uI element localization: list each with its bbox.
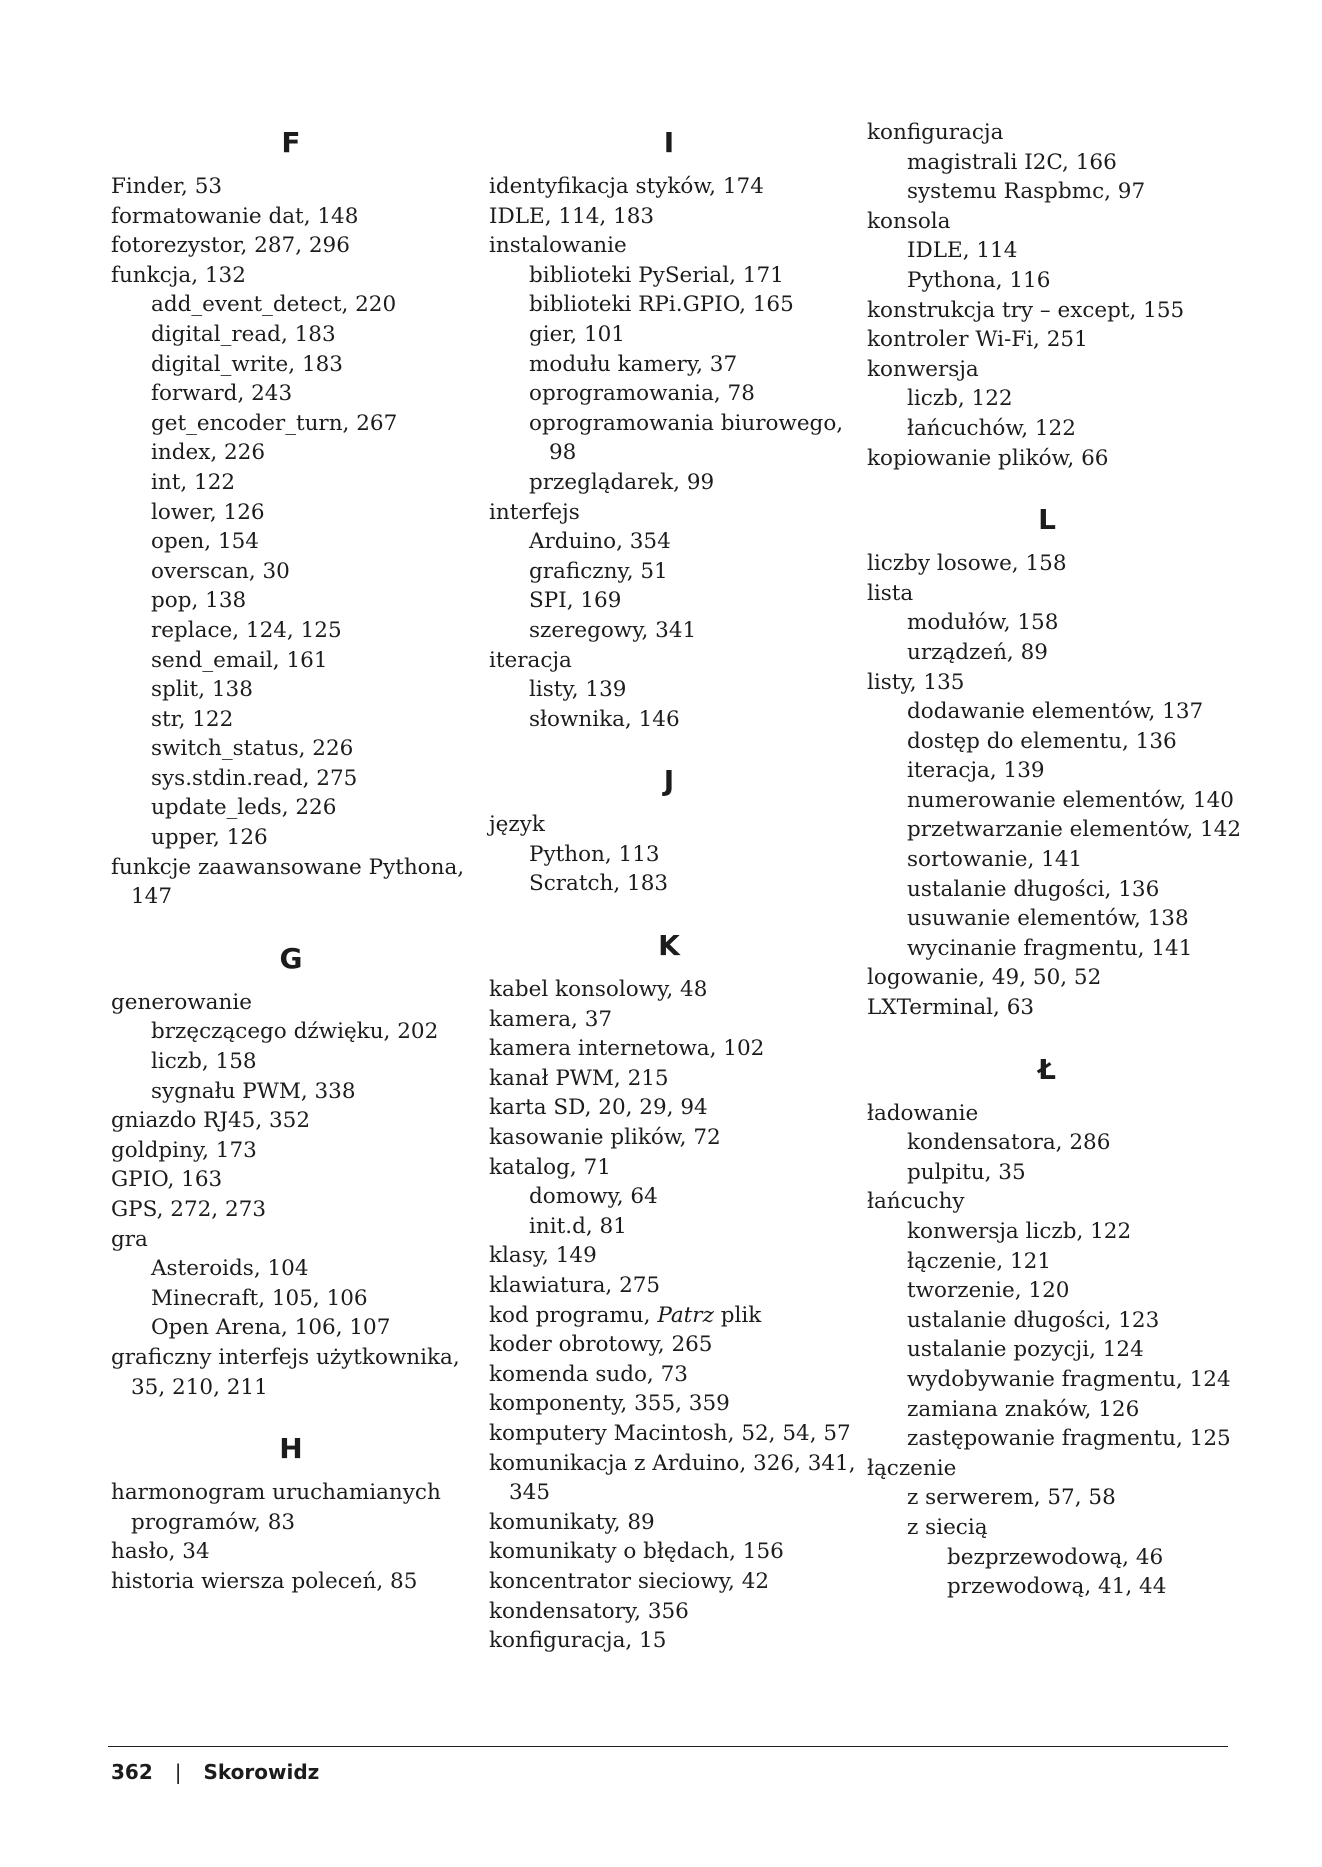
section-letter: K <box>658 929 680 963</box>
index-entry: karta SD, 20, 29, 94 <box>489 1095 708 1121</box>
index-subentry: upper, 126 <box>151 825 268 851</box>
index-entry: łączenie <box>867 1455 957 1481</box>
index-entry: konfiguracja <box>867 120 1004 145</box>
index-subentry: łańcuchów, 122 <box>907 415 1076 441</box>
index-entry: ładowanie <box>867 1100 979 1126</box>
index-entry: LXTerminal, 63 <box>867 995 1035 1021</box>
index-entry: kamera, 37 <box>489 1006 613 1032</box>
index-entry-continuation: 98 <box>549 440 577 466</box>
index-subentry: domowy, 64 <box>529 1184 658 1210</box>
index-subentry: słownika, 146 <box>529 706 680 732</box>
index-entry-continuation: 35, 210, 211 <box>131 1374 268 1400</box>
index-subentry: przeglądarek, 99 <box>529 469 715 495</box>
index-subentry: lower, 126 <box>151 499 265 525</box>
index-subentry: modułów, 158 <box>907 610 1059 636</box>
index-entry: komponenty, 355, 359 <box>489 1391 730 1417</box>
index-subentry: str, 122 <box>151 706 234 732</box>
index-subentry: z serwerem, 57, 58 <box>907 1485 1116 1511</box>
section-letter: F <box>281 126 301 159</box>
index-subentry: Open Arena, 106, 107 <box>151 1315 391 1341</box>
index-subentry: tworzenie, 120 <box>907 1278 1070 1304</box>
index-entry: kondensatory, 356 <box>489 1598 689 1624</box>
index-subentry: Scratch, 183 <box>529 871 669 897</box>
index-subentry: add_event_detect, 220 <box>151 292 397 318</box>
index-entry: hasło, 34 <box>111 1539 210 1565</box>
index-entry: harmonogram uruchamianych <box>111 1480 441 1506</box>
section-letter: L <box>1038 503 1056 537</box>
index-subentry: zamiana znaków, 126 <box>907 1396 1140 1422</box>
index-subentry: overscan, 30 <box>151 558 290 584</box>
section-letter: Ł <box>1038 1052 1056 1086</box>
index-subentry: Arduino, 354 <box>529 529 671 555</box>
index-subentry: dodawanie elementów, 137 <box>907 699 1204 725</box>
index-entry: liczby losowe, 158 <box>867 551 1067 577</box>
index-column-1 <box>111 118 471 1597</box>
index-subentry: IDLE, 114 <box>907 238 1018 264</box>
index-subentry: przewodową, 41, 44 <box>947 1574 1167 1600</box>
index-entry: listy, 135 <box>867 669 965 695</box>
index-entry: konstrukcja try – except, 155 <box>867 297 1185 323</box>
index-subentry: pop, 138 <box>151 588 247 614</box>
index-subentry: liczb, 158 <box>151 1049 257 1075</box>
index-entry: GPIO, 163 <box>111 1167 223 1193</box>
index-subentry: digital_write, 183 <box>151 351 343 377</box>
index-subentry: bezprzewodową, 46 <box>947 1544 1164 1570</box>
index-subentry: wycinanie fragmentu, 141 <box>907 935 1193 961</box>
footer-rule <box>108 1746 1228 1747</box>
index-subentry: liczb, 122 <box>907 386 1013 412</box>
index-subentry: przetwarzanie elementów, 142 <box>907 817 1242 843</box>
index-subentry: oprogramowania biurowego, <box>529 410 844 436</box>
index-entry: iteracja <box>489 647 572 673</box>
index-entry: logowanie, 49, 50, 52 <box>867 965 1102 991</box>
index-subentry: zastępowanie fragmentu, 125 <box>907 1426 1231 1452</box>
index-subentry: update_leds, 226 <box>151 795 337 821</box>
index-entry: generowanie <box>111 989 252 1015</box>
index-entry: komunikaty, 89 <box>489 1509 655 1535</box>
index-subentry: wydobywanie fragmentu, 124 <box>907 1366 1231 1392</box>
index-subentry: urządzeń, 89 <box>907 639 1048 665</box>
index-entry: interfejs <box>489 499 580 525</box>
index-subentry: łączenie, 121 <box>907 1248 1052 1274</box>
index-entry: goldpiny, 173 <box>111 1137 257 1163</box>
index-subentry: init.d, 81 <box>529 1213 627 1239</box>
section-letter: I <box>663 126 675 159</box>
index-entry: kamera internetowa, 102 <box>489 1036 765 1062</box>
index-subentry: ustalanie pozycji, 124 <box>907 1337 1144 1363</box>
index-entry: koncentrator sieciowy, 42 <box>489 1568 770 1594</box>
index-subentry: forward, 243 <box>151 381 293 407</box>
index-entry: funkcje zaawansowane Pythona, <box>111 854 465 880</box>
index-entry: kopiowanie plików, 66 <box>867 445 1109 471</box>
section-letter: J <box>663 764 675 798</box>
entry-text: kod programu, <box>489 1302 651 1328</box>
page-footer <box>111 1760 319 1784</box>
index-entry: kabel konsolowy, 48 <box>489 977 708 1003</box>
index-subentry: gier, 101 <box>529 321 625 347</box>
index-entry: lista <box>867 580 914 606</box>
index-subentry: ustalanie długości, 136 <box>907 876 1160 902</box>
index-column-2 <box>489 118 856 1656</box>
index-entry: kontroler Wi-Fi, 251 <box>867 327 1088 353</box>
section-letter: H <box>279 1432 303 1466</box>
index-entry: klasy, 149 <box>489 1243 597 1269</box>
index-subentry: digital_read, 183 <box>151 321 336 347</box>
index-subentry: SPI, 169 <box>529 588 622 614</box>
index-entry: koder obrotowy, 265 <box>489 1332 713 1358</box>
cross-reference: Patrz <box>657 1302 714 1328</box>
index-entry: gniazdo RJ45, 352 <box>111 1108 311 1134</box>
index-subentry: sortowanie, 141 <box>907 847 1083 873</box>
section-letter: G <box>279 941 303 975</box>
index-subentry: replace, 124, 125 <box>151 617 342 643</box>
index-subentry: modułu kamery, 37 <box>529 351 738 377</box>
section-title: Skorowidz <box>203 1760 320 1784</box>
index-subentry: biblioteki RPi.GPIO, 165 <box>529 292 794 318</box>
index-entry: formatowanie dat, 148 <box>111 203 359 229</box>
index-entry: język <box>489 812 545 838</box>
index-entry: komenda sudo, 73 <box>489 1361 688 1387</box>
index-entry: historia wiersza poleceń, 85 <box>111 1568 418 1594</box>
index-subentry: sygnału PWM, 338 <box>151 1078 356 1104</box>
index-entry <box>489 1301 849 1331</box>
index-entry: GPS, 272, 273 <box>111 1197 267 1222</box>
cross-reference-target: plik <box>720 1302 762 1328</box>
page-number: 362 <box>111 1760 153 1784</box>
index-column-3 <box>867 118 1242 1602</box>
index-subentry: pulpitu, 35 <box>907 1159 1026 1185</box>
index-subentry: ustalanie długości, 123 <box>907 1307 1160 1333</box>
index-entry: identyfikacja styków, 174 <box>489 174 764 199</box>
index-subentry: systemu Raspbmc, 97 <box>907 179 1146 205</box>
index-entry-continuation: programów, 83 <box>131 1509 296 1535</box>
index-subentry: szeregowy, 341 <box>529 617 697 643</box>
index-subentry: split, 138 <box>151 677 253 703</box>
index-entry: kasowanie plików, 72 <box>489 1125 721 1151</box>
index-subentry: int, 122 <box>151 469 236 495</box>
index-entry: klawiatura, 275 <box>489 1273 661 1298</box>
index-subentry: magistrali I2C, 166 <box>907 149 1117 175</box>
index-subentry: graficzny, 51 <box>529 558 668 584</box>
index-entry: IDLE, 114, 183 <box>489 203 655 229</box>
index-subentry: switch_status, 226 <box>151 736 354 762</box>
index-entry-continuation: 147 <box>131 884 173 910</box>
index-subentry: oprogramowania, 78 <box>529 381 755 407</box>
index-subentry: biblioteki PySerial, 171 <box>529 262 784 288</box>
index-subentry: get_encoder_turn, 267 <box>151 410 398 436</box>
footer-separator: | <box>174 1760 182 1784</box>
index-subentry: Asteroids, 104 <box>151 1256 309 1282</box>
index-entry: konsola <box>867 208 951 234</box>
index-entry: graficzny interfejs użytkownika, <box>111 1344 460 1370</box>
index-entry: gra <box>111 1226 148 1252</box>
index-subentry: index, 226 <box>151 440 266 466</box>
index-subentry: send_email, 161 <box>151 647 328 673</box>
index-subentry: konwersja liczb, 122 <box>907 1219 1132 1244</box>
index-subentry: iteracja, 139 <box>907 758 1045 784</box>
index-entry: instalowanie <box>489 233 627 259</box>
index-entry: komputery Macintosh, 52, 54, 57 <box>489 1420 851 1446</box>
index-subentry: open, 154 <box>151 529 259 555</box>
index-entry: fotorezystor, 287, 296 <box>111 233 350 259</box>
index-subentry: brzęczącego dźwięku, 202 <box>151 1019 439 1045</box>
index-entry: konwersja <box>867 356 979 382</box>
index-subentry: Pythona, 116 <box>907 267 1051 293</box>
index-entry: katalog, 71 <box>489 1154 611 1180</box>
index-subentry: sys.stdin.read, 275 <box>151 765 358 791</box>
index-entry-continuation: 345 <box>509 1480 551 1506</box>
index-entry: kanał PWM, 215 <box>489 1065 669 1091</box>
index-entry: łańcuchy <box>867 1189 965 1215</box>
index-subentry: Python, 113 <box>529 841 660 867</box>
index-entry: Finder, 53 <box>111 174 223 199</box>
index-subentry: z siecią <box>907 1514 988 1540</box>
index-entry: komunikacja z Arduino, 326, 341, <box>489 1450 856 1476</box>
index-subentry: kondensatora, 286 <box>907 1130 1111 1156</box>
index-entry: funkcja, 132 <box>111 262 246 288</box>
index-subentry: numerowanie elementów, 140 <box>907 787 1234 813</box>
index-subentry: listy, 139 <box>529 677 627 703</box>
index-subentry: dostęp do elementu, 136 <box>907 728 1177 754</box>
index-entry: komunikaty o błędach, 156 <box>489 1539 784 1565</box>
index-entry: konfiguracja, 15 <box>489 1628 667 1654</box>
index-subentry: Minecraft, 105, 106 <box>151 1285 368 1311</box>
index-subentry: usuwanie elementów, 138 <box>907 906 1189 932</box>
